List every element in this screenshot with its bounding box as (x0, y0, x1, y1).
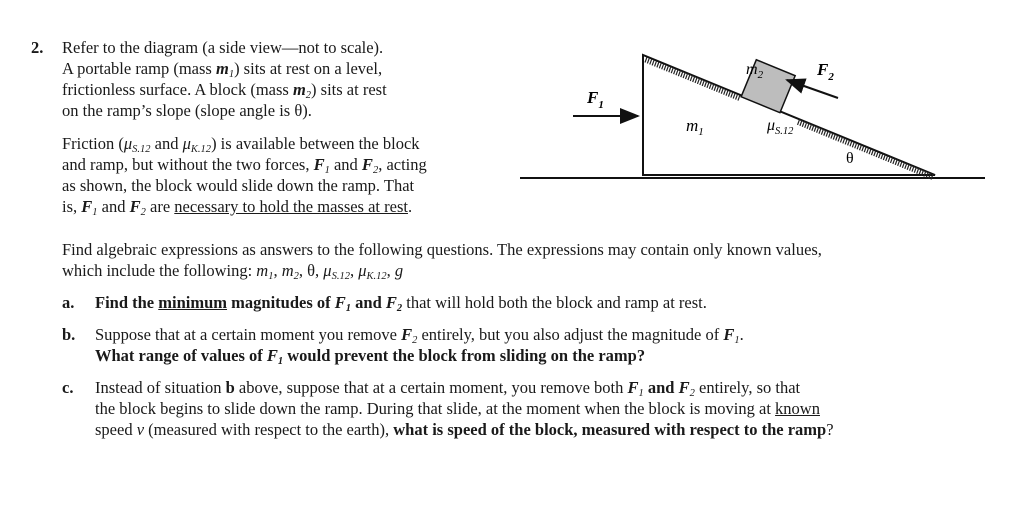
part-b-line-1: Suppose that at a certain moment you remove $F_2$ entirely, but you also adjust the magnitude of $F_1$. (95, 325, 744, 346)
friction-line-3: as shown, the block would slide down the ramp. That (62, 176, 415, 195)
part-b-line-2: What range of values of $F_1$ would prevent the block from sliding on the ramp? (95, 346, 646, 367)
ramp-diagram (515, 30, 990, 190)
part-c-line-3: speed v (measured with respect to the earth), what is speed of the block, measured with respect to the ramp? (95, 420, 834, 439)
find-line-2: which include the following: $m_1$, $m_2$, θ, $\mu_{S.12}$, $\mu_{K.12}$, g (62, 261, 404, 282)
part-a-text: Find the minimum magnitudes of $F_1$ and $F_2$ that will hold both the block and ramp at rest. (95, 293, 707, 314)
label-f1: $F_1$ (587, 88, 604, 111)
find-line-1: Find algebraic expressions as answers to the following questions. The expressions may contain only known values, (62, 240, 822, 259)
part-c-line-1: Instead of situation b above, suppose that at a certain moment, you remove both $F_1$ and $F_2$ entirely, so that (95, 378, 801, 399)
problem-number: 2. (31, 38, 44, 57)
label-m1: $m_1$ (686, 116, 704, 138)
part-c-line-2: the block begins to slide down the ramp. During that slide, at the moment when the block is moving at known (95, 399, 820, 418)
label-m2-text: $m_2$ (746, 61, 764, 81)
label-f2: $F_2$ (817, 60, 834, 83)
friction-line-1: Friction ($\mu_{S.12}$ and $\mu_{K.12}$) is available between the block (62, 134, 420, 155)
intro-line-3: frictionless surface. A block (mass $m_2$) sits at rest (62, 80, 387, 101)
part-b-label: b. (62, 325, 76, 344)
friction-line-4: is, $F_1$ and $F_2$ are necessary to hold the masses at rest. (62, 197, 413, 218)
friction-line-2: and ramp, but without the two forces, $F_1$ and $F_2$, acting (62, 155, 427, 176)
intro-line-4: on the ramp’s slope (slope angle is θ). (62, 101, 312, 120)
part-a-label: a. (62, 293, 75, 312)
label-theta: θ (846, 150, 854, 167)
part-c-label: c. (62, 378, 74, 397)
intro-line-1: Refer to the diagram (a side view—not to scale). (62, 38, 384, 57)
label-mu: $\mu_{S.12}$ (767, 117, 794, 137)
intro-line-2: A portable ramp (mass $m_1$) sits at rest on a level, (62, 59, 383, 80)
